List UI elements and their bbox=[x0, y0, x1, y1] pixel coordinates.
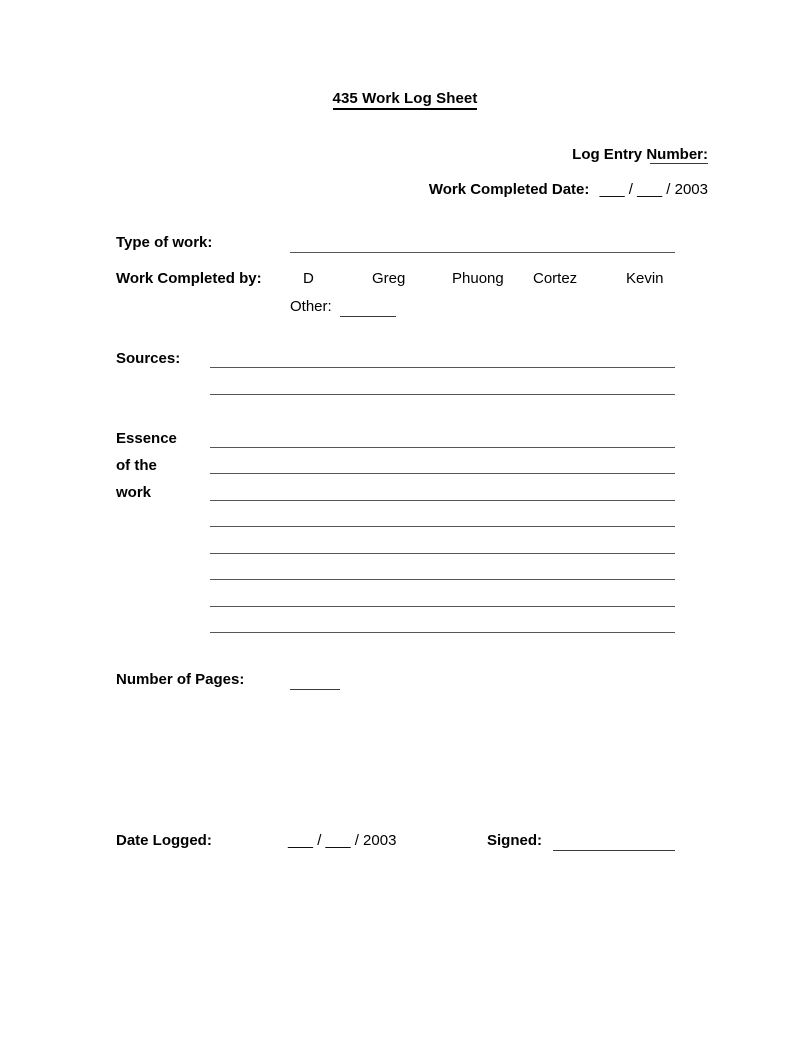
page-title-text: 435 Work Log Sheet bbox=[333, 90, 478, 110]
log-entry-number-label: Log Entry Number: bbox=[572, 146, 708, 163]
work-completed-date-value[interactable]: ___ / ___ / 2003 bbox=[599, 181, 708, 198]
date-logged-label: Date Logged: bbox=[116, 832, 212, 849]
signed-input[interactable] bbox=[553, 850, 675, 851]
sources-input-line-2[interactable] bbox=[210, 394, 675, 395]
type-of-work-input[interactable] bbox=[290, 252, 675, 253]
worker-option-d[interactable]: D bbox=[303, 270, 314, 287]
essence-input-line-7[interactable] bbox=[210, 606, 675, 607]
essence-input-line-6[interactable] bbox=[210, 579, 675, 580]
sources-label: Sources: bbox=[116, 350, 181, 367]
worker-option-kevin[interactable]: Kevin bbox=[626, 270, 664, 287]
number-of-pages-label: Number of Pages: bbox=[116, 671, 245, 688]
essence-input-line-5[interactable] bbox=[210, 553, 675, 554]
essence-label-line-1: Essence bbox=[116, 430, 177, 447]
other-worker-label: Other: bbox=[290, 298, 332, 315]
essence-input-line-8[interactable] bbox=[210, 632, 675, 633]
essence-input-line-4[interactable] bbox=[210, 526, 675, 527]
log-entry-number-input[interactable] bbox=[650, 163, 708, 164]
date-logged-value[interactable]: ___ / ___ / 2003 bbox=[288, 832, 397, 849]
work-completed-date-label: Work Completed Date: bbox=[428, 181, 590, 198]
essence-input-line-3[interactable] bbox=[210, 500, 675, 501]
other-worker-input[interactable] bbox=[340, 316, 396, 317]
essence-label-line-3: work bbox=[116, 484, 152, 501]
essence-input-line-2[interactable] bbox=[210, 473, 675, 474]
log-entry-number-row bbox=[120, 146, 708, 164]
worker-option-phuong[interactable]: Phuong bbox=[452, 270, 504, 287]
number-of-pages-input[interactable] bbox=[290, 689, 340, 690]
work-completed-by-label: Work Completed by: bbox=[116, 270, 262, 287]
signed-label: Signed: bbox=[487, 832, 542, 849]
essence-input-line-1[interactable] bbox=[210, 447, 675, 448]
essence-label-line-2: of the bbox=[116, 457, 157, 474]
worker-option-greg[interactable]: Greg bbox=[372, 270, 406, 287]
page-title bbox=[0, 90, 810, 107]
type-of-work-label: Type of work: bbox=[116, 234, 213, 251]
worker-option-cortez[interactable]: Cortez bbox=[533, 270, 578, 287]
work-completed-date-row bbox=[120, 181, 708, 199]
sources-input-line-1[interactable] bbox=[210, 367, 675, 368]
